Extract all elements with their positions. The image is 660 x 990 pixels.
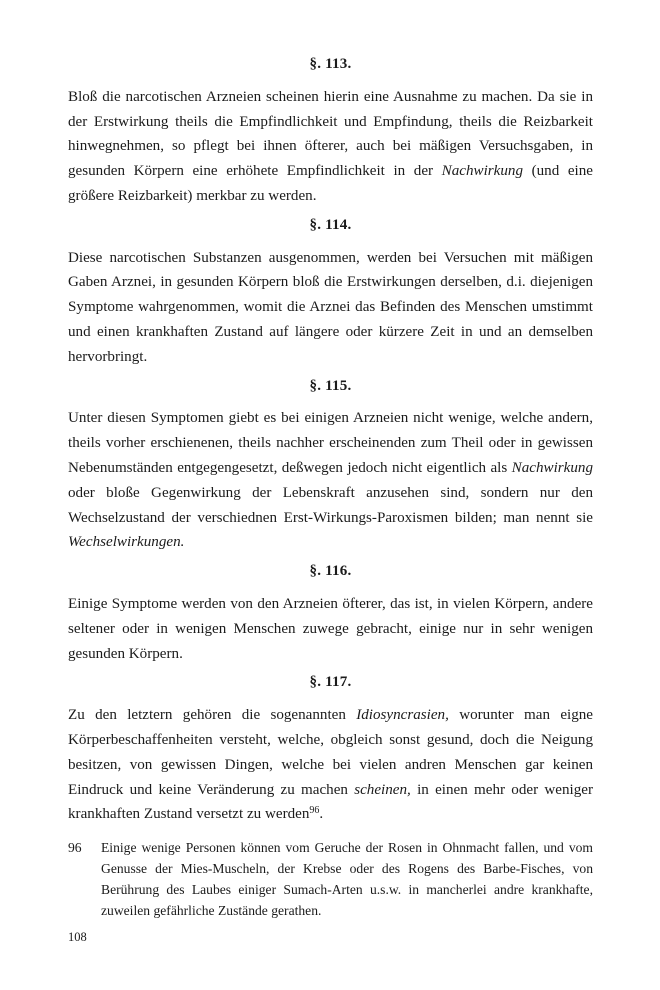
section-116 xyxy=(68,559,593,666)
section-114 xyxy=(68,213,593,370)
footnote-96 xyxy=(68,837,593,921)
section-117-paragraph xyxy=(68,703,593,827)
section-116-heading: §. 116. xyxy=(309,563,352,580)
footnote-text: Einige wenige Personen können vom Geruche der Rosen in Ohnmacht fallen, und vom Genusse der Mies-Muscheln, der Krebse oder des Rogens des Barbe-Fisches, von Berührung des Laubes einiger Sumach-Arten u.s.w. in mancherlei andre krankhafte, zuweilen gefährliche Zustände gerathen. xyxy=(101,840,593,919)
italic-term: Wechselwirkungen. xyxy=(68,534,185,551)
footnote-number: 96 xyxy=(68,840,82,856)
text-segment: (und eine größere Reizbarkeit) merkbar zu werden. xyxy=(68,163,593,204)
text-segment: Bloß die narcotischen Arzneien scheinen hierin eine Ausnahme zu machen. Da sie in der Erstwirkung theils die Empfindlichkeit und Empfindung, theils die Reizbarkeit hinwegnehmen, so pflegt bei ihnen öfterer, auch bei mäßigen Versuchsgaben, in gesunden Körpern eine erhöhete Empfindlichkeit in der xyxy=(68,88,593,180)
section-113-paragraph xyxy=(68,85,593,209)
section-113-heading: §. 113. xyxy=(309,56,352,72)
text-segment: in einen mehr oder weniger krankhaften Zustand versetzt zu werden xyxy=(68,781,593,823)
section-117 xyxy=(68,670,593,827)
section-115-paragraph xyxy=(68,406,593,555)
text-segment: . xyxy=(319,806,324,823)
text-segment: Diese narcotischen Substanzen ausgenommen, werden bei Versuchen mit mäßigen Gaben Arznei, in gesunden Körpern bloß die Erstwirkungen derselben, d.i. diejenigen Symptome wahrgenommen, womit die Arznei das Befinden des Menschen umstimmt und einen krankhaften Zustand auf längere oder kürzere Zeit in und an demselben hervorbringt. xyxy=(68,249,593,365)
section-114-heading: §. 114. xyxy=(309,216,352,233)
section-113 xyxy=(68,52,593,209)
italic-term: Idiosyncrasien, xyxy=(356,707,449,724)
section-115-heading: §. 115. xyxy=(309,377,352,394)
italic-term: Nachwirkung xyxy=(441,163,523,180)
page-footer xyxy=(68,837,593,946)
text-segment: Zu den letztern gehören die sogenannten xyxy=(68,707,357,724)
text-segment: Einige Symptome werden von den Arzneien öfterer, das ist, in vielen Körpern, andere seltener oder in wenigen Menschen zuwege gebracht, einige nur in sehr wenigen gesunden Körpern. xyxy=(68,595,593,662)
section-117-heading: §. 117. xyxy=(309,674,352,691)
italic-term: scheinen, xyxy=(354,781,411,798)
section-114-paragraph xyxy=(68,246,593,370)
footnote-reference: 96 xyxy=(309,805,320,817)
section-115 xyxy=(68,374,593,556)
italic-term: Nachwirkung xyxy=(511,459,593,476)
page-number: 108 xyxy=(68,930,87,945)
text-segment: Unter diesen Symptomen giebt es bei einigen Arzneien nicht wenige, welche andern, theils vorher erschienenen, theils nachher erscheinenden zum Theil oder in gewissen Nebenumständen entgegengesetzt, deßwegen jedoch nicht eigentlich als xyxy=(68,410,593,476)
section-116-paragraph xyxy=(68,592,593,666)
text-segment: oder bloße Gegenwirkung der Lebenskraft anzusehen sind, sondern nur den Wechselzustand der verschiednen Erst-Wirkungs-Paroxismen bilden; man nennt sie xyxy=(68,484,593,526)
text-segment: worunter man eigne Körperbeschaffenheiten versteht, welche, obgleich sonst gesund, doch die Neigung besitzen, von gewissen Dingen, welche bei vielen andren Menschen gar keinen Eindruck und keine Veränderung zu machen xyxy=(68,707,594,798)
